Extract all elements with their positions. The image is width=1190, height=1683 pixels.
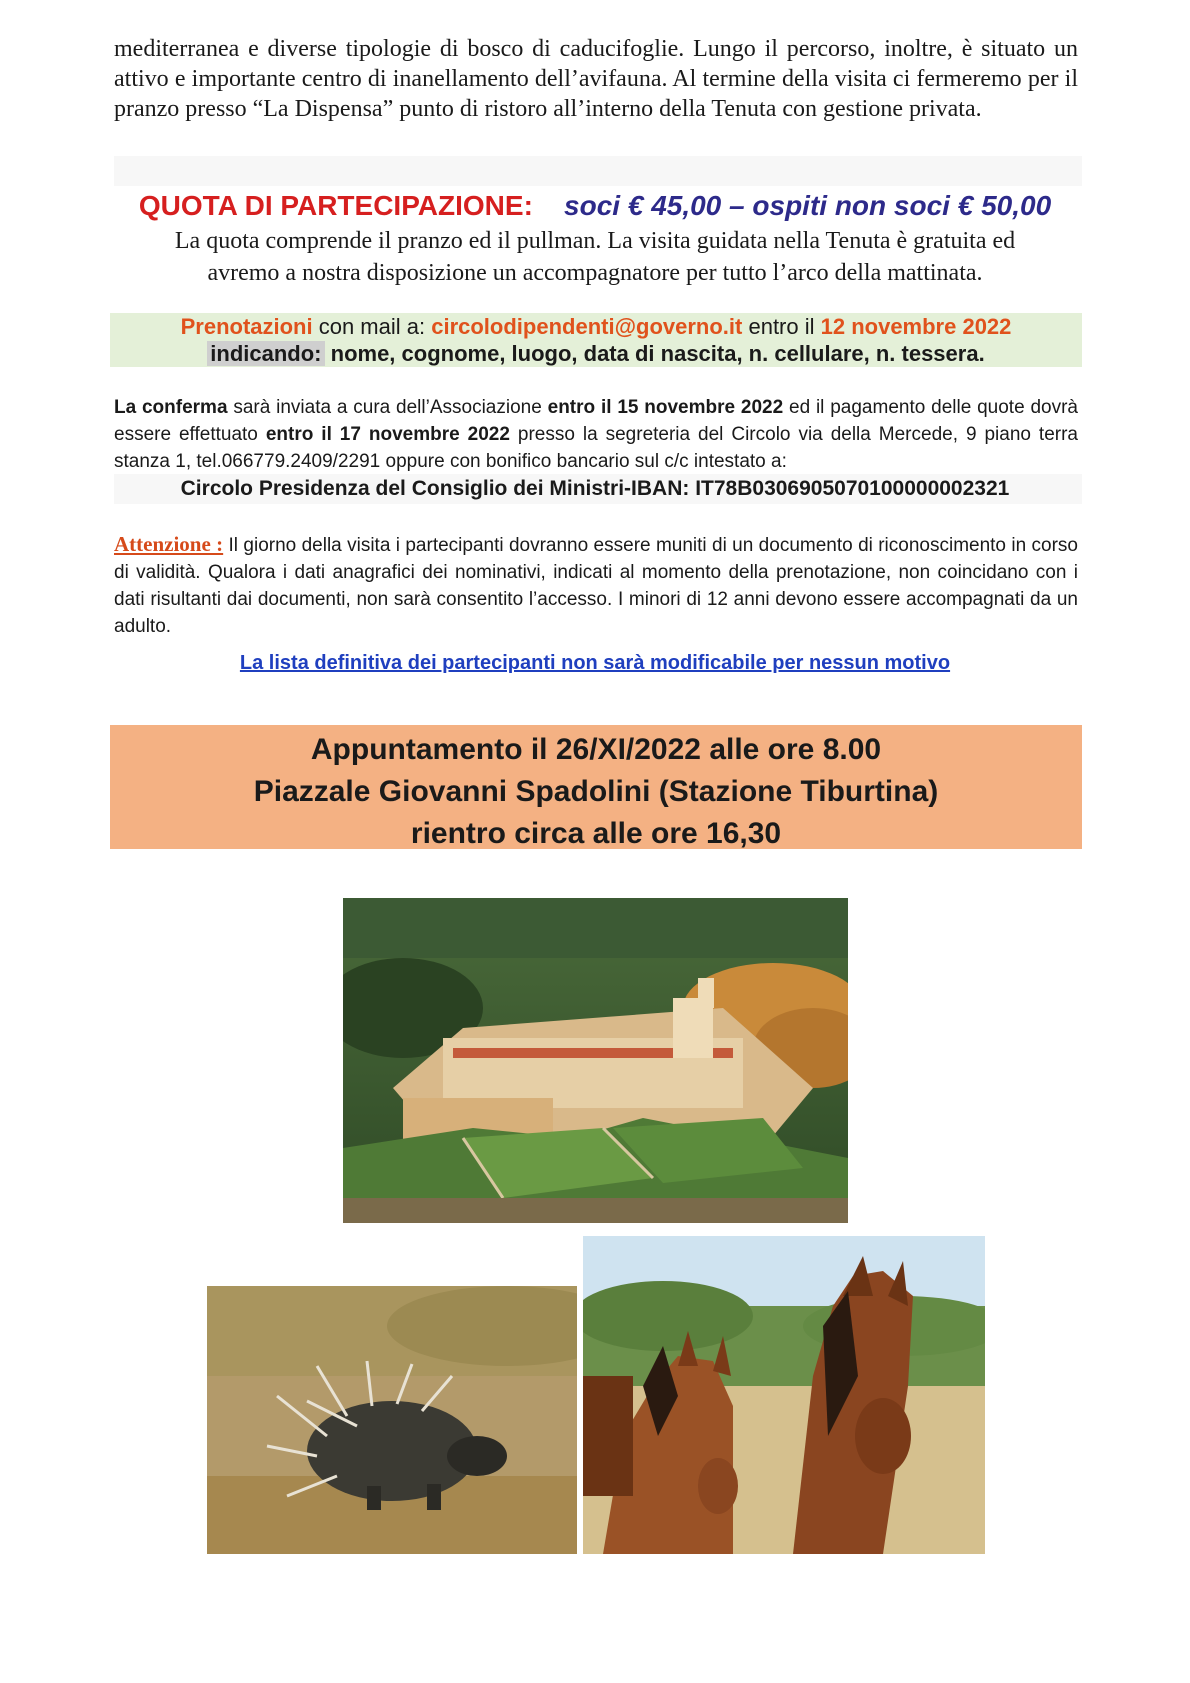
conferma-text-2: ed il pagamento delle quote dovrà essere effettuato bbox=[114, 397, 1078, 445]
prenotazioni-email: circolodipendenti@governo.it bbox=[431, 314, 743, 339]
quota-prices: soci € 45,00 – ospiti non soci € 50,00 bbox=[564, 190, 1052, 221]
quota-section bbox=[0, 188, 1190, 288]
porcupine-photo bbox=[207, 1286, 577, 1554]
appuntamento-line-3: rientro circa alle ore 16,30 bbox=[410, 817, 782, 850]
prenotazioni-line bbox=[110, 313, 1082, 340]
conferma-date-2: entro il 17 novembre 2022 bbox=[265, 424, 510, 445]
prenotazioni-date: 12 novembre 2022 bbox=[820, 314, 1012, 339]
horses-photo bbox=[583, 1236, 985, 1554]
intro-text: mediterranea e diverse tipologie di bosco di caducifoglie. Lungo il percorso, inoltre, è situato un attivo e importante centro di inanellamento dell’avifauna. Al termine della visita ci fermeremo per il pranzo presso “La Dispensa” punto di ristoro all’interno della Tenuta con gestione privata. bbox=[114, 36, 1078, 122]
appuntamento-line-1: Appuntamento il 26/XI/2022 alle ore 8.00 bbox=[310, 733, 882, 766]
attenzione-text: Il giorno della visita i partecipanti dovranno essere muniti di un documento di riconoscimento in corso di validità. Qualora i dati anagrafici dei nominativi, indicati al momento della prenotazione, non coincidano con i dati risultanti dai documenti, non sarà consentito l’accesso. I minori di 12 anni devono essere accompagnati da un adulto. bbox=[114, 535, 1078, 637]
iban-line: Circolo Presidenza del Consiglio dei Ministri-IBAN: IT78B0306905070100000002321 bbox=[180, 477, 1010, 500]
appuntamento-line-2: Piazzale Giovanni Spadolini (Stazione Tiburtina) bbox=[253, 775, 939, 808]
attenzione-label: Attenzione : bbox=[114, 532, 224, 556]
prenotazioni-box bbox=[110, 313, 1082, 367]
conferma-date-1: entro il 15 novembre 2022 bbox=[547, 397, 784, 418]
quota-heading-line bbox=[0, 188, 1190, 224]
appuntamento-box bbox=[110, 725, 1082, 849]
conferma-text-3: presso la segreteria del Circolo via della Mercede, 9 piano terra stanza 1, tel.066779.2409/2291 oppure con bonifico bancario sul c/c intestato a: bbox=[114, 424, 1078, 472]
estate-aerial-photo bbox=[343, 898, 848, 1223]
lista-link[interactable]: La lista definitiva dei partecipanti non sarà modificabile per nessun motivo bbox=[239, 652, 951, 674]
indicando-line bbox=[110, 340, 1082, 367]
prenotazioni-mail-prefix: con mail a: bbox=[312, 314, 432, 339]
intro-paragraph bbox=[114, 34, 1078, 124]
indicando-label: indicando: bbox=[207, 341, 324, 366]
conferma-text-1: sarà inviata a cura dell’Associazione bbox=[227, 397, 548, 418]
attenzione-paragraph bbox=[114, 531, 1078, 640]
quota-text-line-2: avremo a nostra disposizione un accompagnatore per tutto l’arco della mattinata. bbox=[207, 260, 983, 286]
conferma-lead: La conferma bbox=[114, 397, 228, 418]
quota-text-line-1: La quota comprende il pranzo ed il pullman. La visita guidata nella Tenuta è gratuita ed bbox=[174, 228, 1016, 254]
intro-background-band bbox=[114, 156, 1082, 186]
prenotazioni-entro: entro il bbox=[742, 314, 821, 339]
quota-heading: QUOTA DI PARTECIPAZIONE: bbox=[138, 190, 533, 221]
conferma-paragraph bbox=[114, 394, 1078, 475]
indicando-fields: nome, cognome, luogo, data di nascita, n. cellulare, n. tessera. bbox=[324, 341, 985, 366]
prenotazioni-label: Prenotazioni bbox=[180, 314, 313, 339]
